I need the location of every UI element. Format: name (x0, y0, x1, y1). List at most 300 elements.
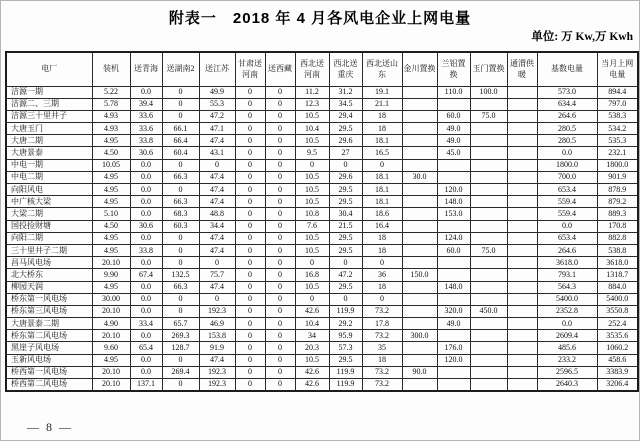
value-cell: 0 (235, 123, 265, 135)
value-cell: 18 (362, 281, 402, 293)
value-cell: 0 (162, 379, 199, 391)
table-row (6, 135, 638, 147)
value-cell: 564.3 (537, 281, 597, 293)
value-cell: 3618.0 (597, 257, 638, 269)
value-cell: 33.8 (130, 244, 162, 256)
value-cell: 120.0 (437, 354, 470, 366)
value-cell: 0.0 (130, 184, 162, 196)
value-cell: 20.10 (92, 330, 130, 342)
value-cell (437, 98, 470, 110)
value-cell: 49.0 (437, 123, 470, 135)
value-cell (470, 159, 507, 171)
value-cell: 901.9 (597, 171, 638, 183)
value-cell: 90.0 (402, 366, 437, 378)
value-cell (437, 220, 470, 232)
value-cell: 0 (265, 318, 295, 330)
value-cell: 7.6 (295, 220, 329, 232)
value-cell: 10.5 (295, 184, 329, 196)
value-cell: 0.0 (130, 171, 162, 183)
value-cell: 120.0 (437, 184, 470, 196)
value-cell (470, 184, 507, 196)
value-cell (402, 196, 437, 208)
value-cell: 65.7 (162, 318, 199, 330)
column-header-3: 送湖南2 (162, 52, 199, 86)
value-cell: 153.0 (437, 208, 470, 220)
value-cell: 4.95 (92, 196, 130, 208)
value-cell: 18.1 (362, 135, 402, 147)
value-cell: 4.95 (92, 232, 130, 244)
value-cell: 0 (265, 135, 295, 147)
value-cell: 0 (265, 379, 295, 391)
plant-name-cell: 洁源二、三期 (6, 98, 92, 110)
plant-name-cell: 北大桥东 (6, 269, 92, 281)
value-cell: 0.0 (130, 281, 162, 293)
value-cell: 0 (235, 171, 265, 183)
value-cell: 47.4 (199, 171, 235, 183)
value-cell: 0 (199, 257, 235, 269)
value-cell: 18 (362, 354, 402, 366)
value-cell: 18 (362, 232, 402, 244)
plant-name-cell: 大唐景泰二期 (6, 318, 92, 330)
table-row (6, 147, 638, 159)
value-cell: 884.0 (597, 281, 638, 293)
value-cell: 27 (329, 147, 362, 159)
value-cell: 264.6 (537, 244, 597, 256)
value-cell: 30.6 (130, 220, 162, 232)
column-header-14: 基数电量 (537, 52, 597, 86)
value-cell: 0.0 (537, 220, 597, 232)
value-cell: 0 (265, 110, 295, 122)
value-cell: 132.5 (162, 269, 199, 281)
value-cell (402, 147, 437, 159)
value-cell (437, 293, 470, 305)
value-cell: 18 (362, 123, 402, 135)
value-cell: 0 (235, 220, 265, 232)
value-cell: 0 (265, 257, 295, 269)
value-cell: 47.4 (199, 354, 235, 366)
value-cell (470, 98, 507, 110)
value-cell: 119.9 (329, 379, 362, 391)
table-row (6, 318, 638, 330)
value-cell: 0 (235, 184, 265, 196)
value-cell: 0 (329, 293, 362, 305)
value-cell: 153.8 (199, 330, 235, 342)
value-cell: 0 (235, 379, 265, 391)
value-cell: 0 (162, 257, 199, 269)
value-cell: 0.0 (130, 86, 162, 98)
value-cell: 73.2 (362, 366, 402, 378)
value-cell: 18.6 (362, 208, 402, 220)
value-cell: 232.1 (597, 147, 638, 159)
value-cell: 47.4 (199, 244, 235, 256)
value-cell (437, 330, 470, 342)
value-cell: 0 (235, 269, 265, 281)
value-cell: 793.1 (537, 269, 597, 281)
value-cell (507, 330, 537, 342)
value-cell: 73.2 (362, 305, 402, 317)
table-row (6, 269, 638, 281)
value-cell: 0.0 (130, 159, 162, 171)
value-cell: 19.1 (362, 86, 402, 98)
value-cell (507, 159, 537, 171)
value-cell: 65.4 (130, 342, 162, 354)
table-row (6, 354, 638, 366)
column-header-12: 玉门置换 (470, 52, 507, 86)
value-cell (507, 196, 537, 208)
value-cell: 879.2 (597, 196, 638, 208)
value-cell: 5.78 (92, 98, 130, 110)
value-cell: 0 (162, 110, 199, 122)
value-cell (470, 123, 507, 135)
value-cell: 0.0 (537, 318, 597, 330)
value-cell (507, 305, 537, 317)
value-cell (507, 281, 537, 293)
value-cell: 0 (162, 293, 199, 305)
value-cell: 148.0 (437, 196, 470, 208)
plant-name-cell: 大唐玉门 (6, 123, 92, 135)
value-cell (507, 257, 537, 269)
value-cell: 33.4 (130, 318, 162, 330)
value-cell: 42.6 (295, 379, 329, 391)
value-cell: 75.0 (470, 110, 507, 122)
column-header-4: 送江苏 (199, 52, 235, 86)
value-cell: 49.9 (199, 86, 235, 98)
value-cell: 60.0 (437, 244, 470, 256)
value-cell: 0 (235, 330, 265, 342)
value-cell (507, 171, 537, 183)
value-cell: 0 (362, 293, 402, 305)
column-header-13: 通渭供暖 (507, 52, 537, 86)
value-cell: 36 (362, 269, 402, 281)
value-cell: 0 (235, 342, 265, 354)
value-cell: 29.5 (329, 184, 362, 196)
value-cell: 48.8 (199, 208, 235, 220)
plant-name-cell: 洁源三十里井子 (6, 110, 92, 122)
value-cell: 0 (162, 184, 199, 196)
table-row (6, 184, 638, 196)
value-cell: 0 (235, 354, 265, 366)
value-cell: 1060.2 (597, 342, 638, 354)
plant-name-cell: 昌马风电场 (6, 257, 92, 269)
value-cell: 5.22 (92, 86, 130, 98)
value-cell: 889.3 (597, 208, 638, 220)
value-cell: 29.6 (329, 135, 362, 147)
plant-name-cell: 中电二期 (6, 171, 92, 183)
value-cell: 0 (235, 208, 265, 220)
value-cell: 110.0 (437, 86, 470, 98)
value-cell (470, 354, 507, 366)
value-cell (470, 220, 507, 232)
value-cell: 0 (265, 281, 295, 293)
value-cell: 42.6 (295, 366, 329, 378)
value-cell: 66.4 (162, 135, 199, 147)
value-cell (507, 98, 537, 110)
plant-name-cell: 三十里井子二期 (6, 244, 92, 256)
value-cell (470, 366, 507, 378)
value-cell: 4.95 (92, 354, 130, 366)
value-cell: 3550.8 (597, 305, 638, 317)
value-cell (402, 379, 437, 391)
value-cell: 47.2 (329, 269, 362, 281)
value-cell: 66.1 (162, 123, 199, 135)
value-cell (402, 86, 437, 98)
header-row (6, 52, 638, 86)
value-cell: 10.4 (295, 318, 329, 330)
value-cell: 0 (265, 269, 295, 281)
value-cell: 0 (235, 135, 265, 147)
value-cell: 34 (295, 330, 329, 342)
value-cell (402, 123, 437, 135)
value-cell: 29.6 (329, 171, 362, 183)
value-cell: 1318.7 (597, 269, 638, 281)
table-row (6, 159, 638, 171)
table-row (6, 305, 638, 317)
value-cell (507, 318, 537, 330)
value-cell: 10.05 (92, 159, 130, 171)
value-cell: 0 (362, 159, 402, 171)
value-cell: 559.4 (537, 196, 597, 208)
column-header-6: 送西藏 (265, 52, 295, 86)
value-cell: 264.6 (537, 110, 597, 122)
value-cell: 29.5 (329, 281, 362, 293)
value-cell: 35 (362, 342, 402, 354)
value-cell (402, 257, 437, 269)
value-cell: 0 (235, 232, 265, 244)
value-cell: 18 (362, 110, 402, 122)
value-cell: 30.6 (130, 147, 162, 159)
value-cell: 4.95 (92, 244, 130, 256)
value-cell: 21.1 (362, 98, 402, 110)
table-row (6, 98, 638, 110)
value-cell: 450.0 (470, 305, 507, 317)
value-cell: 29.4 (329, 110, 362, 122)
plant-name-cell: 大唐景泰 (6, 147, 92, 159)
value-cell (402, 318, 437, 330)
value-cell: 534.2 (597, 123, 638, 135)
value-cell: 11.2 (295, 86, 329, 98)
value-cell: 33.6 (130, 123, 162, 135)
plant-name-cell: 中广核大梁 (6, 196, 92, 208)
value-cell: 68.3 (162, 208, 199, 220)
value-cell (402, 305, 437, 317)
value-cell: 47.4 (199, 232, 235, 244)
value-cell: 10.5 (295, 354, 329, 366)
table-row (6, 257, 638, 269)
value-cell: 49.0 (437, 318, 470, 330)
value-cell: 0.0 (130, 330, 162, 342)
value-cell: 269.4 (162, 366, 199, 378)
value-cell: 10.5 (295, 110, 329, 122)
value-cell (437, 159, 470, 171)
value-cell (470, 171, 507, 183)
power-output-table (5, 51, 639, 392)
value-cell: 55.3 (199, 98, 235, 110)
value-cell (437, 171, 470, 183)
unit-label: 单位: 万 Kw,万 Kwh (531, 31, 633, 43)
value-cell: 75.0 (470, 244, 507, 256)
value-cell: 0 (329, 257, 362, 269)
plant-name-cell: 向阳二期 (6, 232, 92, 244)
value-cell: 124.0 (437, 232, 470, 244)
table-row (6, 220, 638, 232)
value-cell: 47.4 (199, 281, 235, 293)
value-cell: 60.0 (437, 110, 470, 122)
value-cell: 3618.0 (537, 257, 597, 269)
value-cell (507, 269, 537, 281)
value-cell (470, 318, 507, 330)
value-cell: 538.8 (597, 244, 638, 256)
value-cell: 2640.3 (537, 379, 597, 391)
column-header-8: 西北送重庆 (329, 52, 362, 86)
value-cell: 0 (265, 159, 295, 171)
table-row (6, 110, 638, 122)
value-cell: 176.0 (437, 342, 470, 354)
value-cell (507, 220, 537, 232)
value-cell: 0 (265, 305, 295, 317)
value-cell (402, 110, 437, 122)
column-header-2: 送青海 (130, 52, 162, 86)
value-cell: 4.95 (92, 171, 130, 183)
value-cell: 12.3 (295, 98, 329, 110)
value-cell (507, 110, 537, 122)
value-cell: 0 (265, 232, 295, 244)
value-cell: 0 (295, 257, 329, 269)
value-cell: 17.8 (362, 318, 402, 330)
plant-name-cell: 柳园天润 (6, 281, 92, 293)
value-cell: 5.10 (92, 208, 130, 220)
value-cell: 0 (265, 342, 295, 354)
value-cell: 0 (295, 159, 329, 171)
value-cell: 16.4 (362, 220, 402, 232)
column-header-11: 兰铝置换 (437, 52, 470, 86)
value-cell: 634.4 (537, 98, 597, 110)
value-cell: 18.1 (362, 171, 402, 183)
value-cell: 47.4 (199, 184, 235, 196)
value-cell: 882.8 (597, 232, 638, 244)
value-cell: 18.1 (362, 196, 402, 208)
plant-name-cell: 大唐二期 (6, 135, 92, 147)
column-header-7: 西北送河南 (295, 52, 329, 86)
value-cell: 0 (235, 244, 265, 256)
value-cell: 0 (265, 123, 295, 135)
value-cell (470, 379, 507, 391)
value-cell: 0 (265, 330, 295, 342)
value-cell: 43.1 (199, 147, 235, 159)
value-cell: 0 (235, 98, 265, 110)
value-cell: 0 (235, 257, 265, 269)
value-cell: 16.8 (295, 269, 329, 281)
value-cell: 60.3 (162, 220, 199, 232)
value-cell (507, 244, 537, 256)
value-cell: 9.5 (295, 147, 329, 159)
value-cell: 0 (265, 98, 295, 110)
table-row (6, 244, 638, 256)
table-row (6, 208, 638, 220)
value-cell: 5400.0 (537, 293, 597, 305)
value-cell: 0 (235, 305, 265, 317)
value-cell: 0 (329, 159, 362, 171)
value-cell (402, 159, 437, 171)
value-cell: 0 (265, 147, 295, 159)
value-cell: 0.0 (130, 354, 162, 366)
value-cell: 485.6 (537, 342, 597, 354)
value-cell: 30.0 (402, 171, 437, 183)
value-cell (470, 232, 507, 244)
value-cell: 0 (295, 293, 329, 305)
value-cell: 10.5 (295, 171, 329, 183)
value-cell: 4.90 (92, 318, 130, 330)
value-cell: 0 (235, 318, 265, 330)
value-cell (402, 293, 437, 305)
value-cell: 20.3 (295, 342, 329, 354)
value-cell: 10.5 (295, 135, 329, 147)
table-row (6, 171, 638, 183)
value-cell: 18 (362, 244, 402, 256)
value-cell: 233.2 (537, 354, 597, 366)
value-cell (402, 208, 437, 220)
value-cell: 0 (265, 196, 295, 208)
value-cell: 0 (162, 159, 199, 171)
plant-name-cell: 中电一期 (6, 159, 92, 171)
value-cell: 0 (265, 184, 295, 196)
value-cell: 320.0 (437, 305, 470, 317)
value-cell: 95.9 (329, 330, 362, 342)
value-cell: 119.9 (329, 305, 362, 317)
plant-name-cell: 大梁二期 (6, 208, 92, 220)
value-cell (402, 281, 437, 293)
table-row (6, 342, 638, 354)
table-row (6, 86, 638, 98)
value-cell: 894.4 (597, 86, 638, 98)
value-cell: 700.0 (537, 171, 597, 183)
value-cell: 45.0 (437, 147, 470, 159)
value-cell (507, 86, 537, 98)
value-cell: 30.4 (329, 208, 362, 220)
value-cell: 20.10 (92, 257, 130, 269)
value-cell: 42.6 (295, 305, 329, 317)
value-cell: 535.3 (597, 135, 638, 147)
table-row (6, 293, 638, 305)
value-cell: 0 (162, 354, 199, 366)
value-cell: 100.0 (470, 86, 507, 98)
table-row (6, 196, 638, 208)
table-row (6, 330, 638, 342)
value-cell (470, 342, 507, 354)
value-cell: 67.4 (130, 269, 162, 281)
value-cell: 0.0 (130, 293, 162, 305)
value-cell: 4.50 (92, 220, 130, 232)
value-cell: 18.1 (362, 184, 402, 196)
value-cell (507, 379, 537, 391)
value-cell: 559.4 (537, 208, 597, 220)
value-cell: 10.5 (295, 281, 329, 293)
value-cell: 3383.9 (597, 366, 638, 378)
value-cell: 0 (199, 159, 235, 171)
value-cell (507, 208, 537, 220)
value-cell: 0 (265, 366, 295, 378)
value-cell: 73.2 (362, 330, 402, 342)
value-cell: 4.95 (92, 281, 130, 293)
value-cell: 252.4 (597, 318, 638, 330)
value-cell: 573.0 (537, 86, 597, 98)
value-cell: 137.1 (130, 379, 162, 391)
page-number: — 8 — (27, 420, 73, 434)
value-cell: 0 (265, 220, 295, 232)
value-cell: 0 (162, 232, 199, 244)
value-cell: 0 (362, 257, 402, 269)
column-header-10: 金川置换 (402, 52, 437, 86)
value-cell: 2609.4 (537, 330, 597, 342)
